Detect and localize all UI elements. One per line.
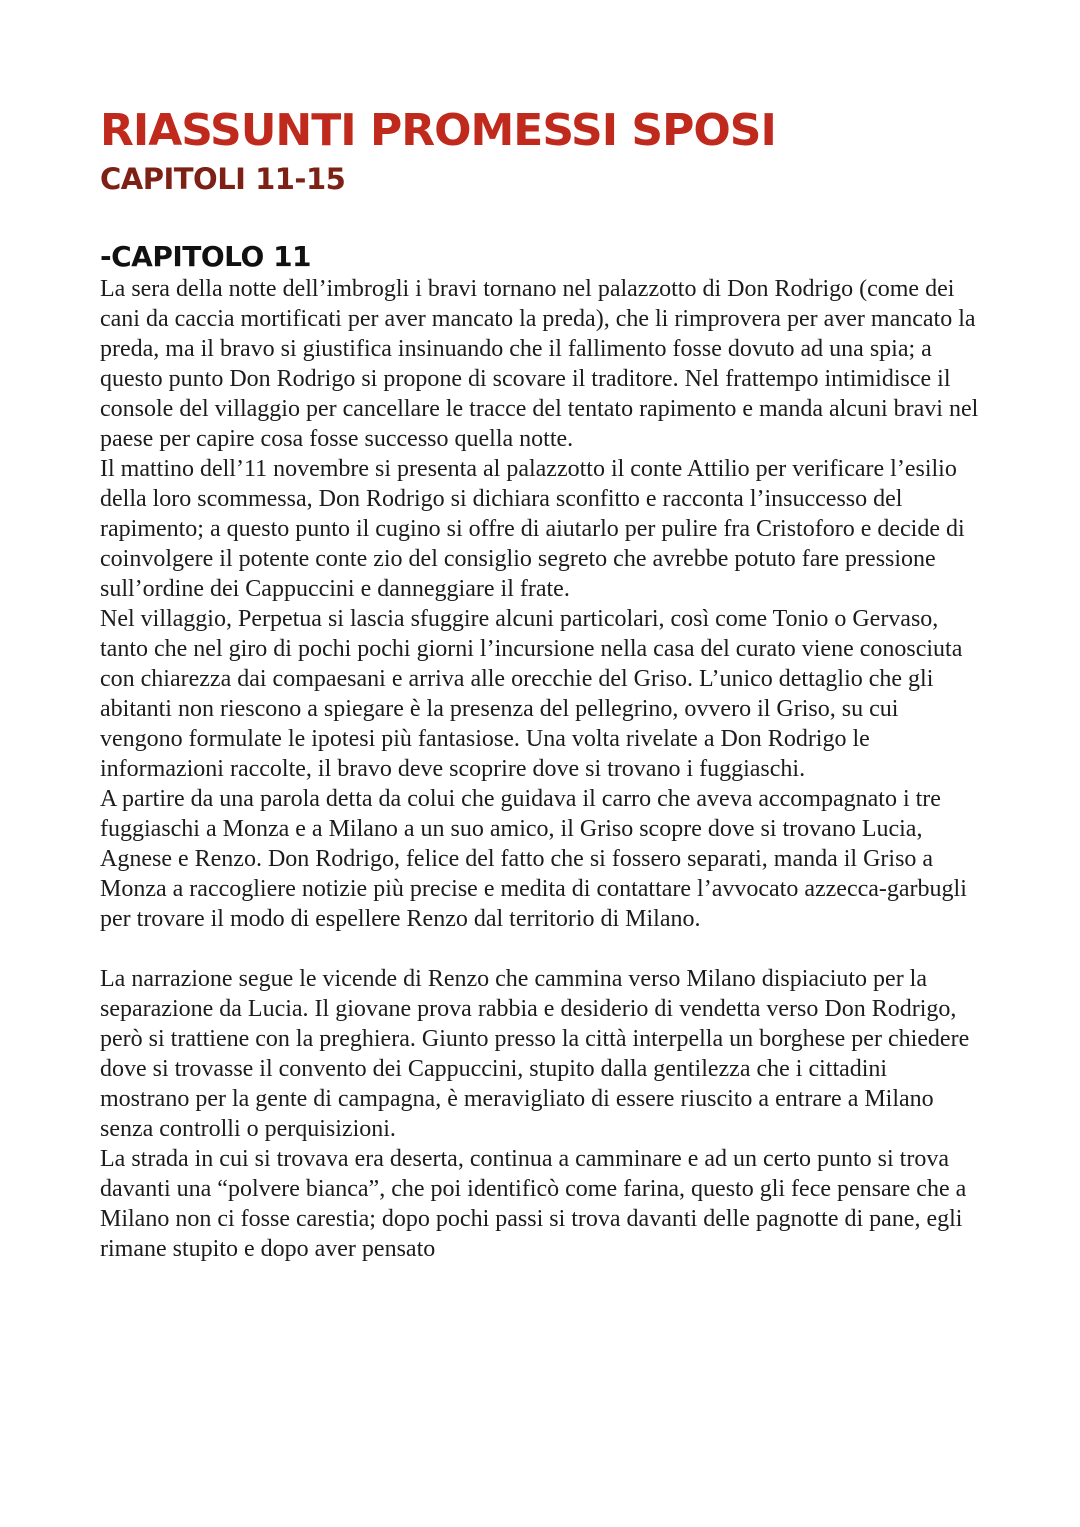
- document-header: [100, 105, 980, 197]
- page-title: RIASSUNTI PROMESSI SPOSI: [100, 105, 776, 156]
- paragraph-bravi-return: La sera della notte dell’imbrogli i bravi tornano nel palazzotto di Don Rodrigo (come dei cani da caccia mortificati per aver mancato la preda), che li rimprovera per aver mancato la preda, ma il bravo si giustifica insinuando che il fallimento fosse dovuto ad una spia; a questo punto Don Rodrigo si propone di scovare il traditore. Nel frattempo intimidisce il console del villaggio per cancellare le tracce del tentato rapimento e manda alcuni bravi nel paese per capire cosa fosse successo quella notte.: [100, 276, 979, 453]
- chapter-section: [100, 239, 980, 1264]
- paragraph-griso-monza: A partire da una parola detta da colui che guidava il carro che aveva accompagnato i tre fuggiaschi a Monza e a Milano a un suo amico, il Griso scopre dove si trovano Lucia, Agnese e Renzo. Don Rodrigo, felice del fatto che si fossero separati, manda il Griso a Monza a raccogliere notizie più precise e medita di contattare l’avvocato azzecca-garbugli per trovare il modo di espellere Renzo dal territorio di Milano.: [100, 786, 967, 933]
- paragraph-strada-deserta: La strada in cui si trovava era deserta, continua a camminare e ad un certo punto si trova davanti una “polvere bianca”, che poi identificò come farina, questo gli fece pensare che a Milano non ci fosse carestia; dopo pochi passi si trova davanti delle pagnotte di pane, egli rimane stupito e dopo aver pensato: [100, 1146, 967, 1263]
- page-subtitle: CAPITOLI 11-15: [100, 162, 346, 197]
- paragraph-renzo-milano: La narrazione segue le vicende di Renzo che cammina verso Milano dispiaciuto per la separazione da Lucia. Il giovane prova rabbia e desiderio di vendetta verso Don Rodrigo, però si trattiene con la preghiera. Giunto presso la città interpella un borghese per chiedere dove si trovasse il convento dei Cappuccini, stupito dalla gentilezza che i cittadini mostrano per la gente di campagna, è meravigliato di essere riuscito a entrare a Milano senza controlli o perquisizioni.: [100, 966, 970, 1143]
- paragraph-conte-attilio: Il mattino dell’11 novembre si presenta al palazzotto il conte Attilio per verificare l’esilio della loro scommessa, Don Rodrigo si dichiara sconfitto e racconta l’insuccesso del rapimento; a questo punto il cugino si offre di aiutarlo per pulire fra Cristoforo e decide di coinvolgere il potente conte zio del consiglio segreto che avrebbe potuto fare pressione sull’ordine dei Cappuccini e danneggiare il frate.: [100, 456, 965, 603]
- paragraph-perpetua-village: Nel villaggio, Perpetua si lascia sfuggire alcuni particolari, così come Tonio o Gervaso, tanto che nel giro di pochi pochi giorni l’incursione nella casa del curato viene conosciuta con chiarezza dai compaesani e arriva alle orecchie del Griso. L’unico dettaglio che gli abitanti non riescono a spiegare è la presenza del pellegrino, ovvero il Griso, su cui vengono formulate le ipotesi più fantasiose. Una volta rivelate a Don Rodrigo le informazioni raccolte, il bravo deve scoprire dove si trovano i fuggiaschi.: [100, 606, 963, 783]
- chapter-heading: -CAPITOLO 11: [100, 239, 312, 273]
